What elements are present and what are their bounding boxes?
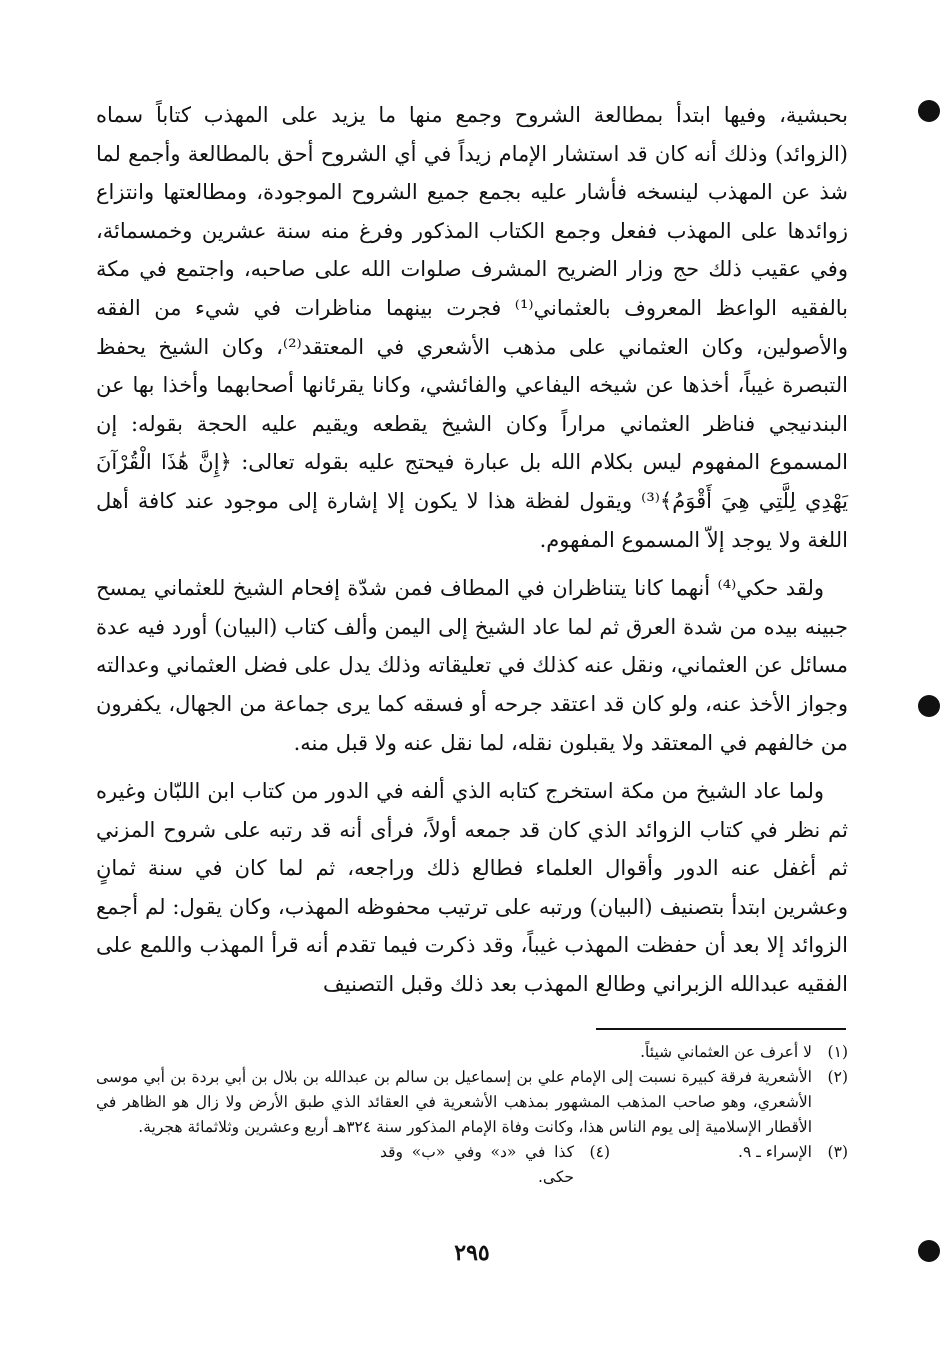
page-number: ٢٩٥ — [454, 1240, 490, 1266]
footnote-text: الأشعرية فرقة كبيرة نسبت إلى الإمام علي بن إسماعيل بن سالم بن عبدالله بن بلال بن أبي بردة بن أبي موسى الأشعري، وهو صاحب المذهب المشهور بمذهب الأشعرية في العقائد الذي طبق الأرض ولا زال هو الظاهر في الأقطار الإسلامية إلى يوم الناس هذا، وكانت وفاة الإمام المذكور سنة ٣٢٤هـ أربع وعشرين وثلاثمائة هجرية. — [96, 1068, 812, 1136]
main-text — [96, 96, 848, 1004]
footnote-number: (١) — [827, 1043, 848, 1061]
footnote-divider — [596, 1028, 846, 1030]
footnote-1 — [96, 1040, 848, 1065]
footnote-4 — [380, 1140, 610, 1190]
footnote-number: (٣) — [827, 1143, 848, 1161]
binder-hole-middle — [918, 695, 940, 717]
paragraph-1: بحبشية، وفيها ابتدأ بمطالعة الشروح وجمع منها ما يزيد على المهذب كتاباً سماه (الزوائد) وذلك أنه كان قد استشار الإمام زيداً في أي الشروح أحق بالمطالعة وأجمع لما شذ عن المهذب لينسخه فأشار عليه بجمع جميع الشروح الموجودة، ومطالعتها وانتزاع زوائدها على المهذب ففعل وجمع الكتاب المذكور وفرغ منه سنة عشرين وخمسمائة، وفي عقيب ذلك حج وزار الضريح المشرف صلوات الله على صاحبه، واجتمع في مكة بالفقيه الواعظ المعروف بالعثماني⁽¹⁾ فجرت بينهما مناظرات في شيء من الفقه والأصولين، وكان العثماني على مذهب الأشعري في المعتقد⁽²⁾، وكان الشيخ يحفظ التبصرة غيباً، أخذها عن شيخه اليفاعي والفائشي، وكانا يقرئانها أصحابهما وأخذا بها عن البندنيجي فناظر العثماني مراراً وكان الشيخ يقطعه ويقيم عليه الحجة بقوله: إن المسموع المفهوم ليس بكلام الله بل عبارة فيحتج عليه بقوله تعالى: ﴿إِنَّ هَٰذَا الْقُرْآنَ يَهْدِي لِلَّتِي هِيَ أَقْوَمُ﴾⁽³⁾ ويقول لفظة هذا لا يكون إلا إشارة إلى موجود عند كافة أهل اللغة ولا يوجد إلاّ المسموع المفهوم. — [96, 103, 849, 552]
binder-hole-top — [918, 100, 940, 122]
footnote-text: لا أعرف عن العثماني شيئاً. — [640, 1043, 812, 1061]
footnotes — [96, 1040, 848, 1190]
footnote-text: الإسراء ـ ٩. — [738, 1143, 812, 1161]
footnotes-3-4 — [96, 1140, 848, 1190]
footnote-3 — [618, 1140, 848, 1190]
footnote-number: (٤) — [589, 1143, 610, 1161]
footnote-number: (٢) — [827, 1068, 848, 1086]
paragraph-2: ولقد حكي⁽⁴⁾ أنهما كانا يتناظران في المطاف فمن شدّة إفحام الشيخ للعثماني يمسح جبينه بيده من شدة العرق ثم لما عاد الشيخ إلى اليمن وألف كتاب (البيان) أورد فيه عدة مسائل عن العثماني، ونقل عنه كذلك في تعليقاته وذلك يدل على فضل العثماني وعدالته وجواز الأخذ عنه، ولو كان قد اعتقد جرحه أو فسقه كما يرى جماعة من الجهال، يكفرون من خالفهم في المعتقد ولا يقبلون نقله، لما نقل عنه ولا قبل منه. — [96, 576, 848, 755]
paragraph-3: ولما عاد الشيخ من مكة استخرج كتابه الذي ألفه في الدور من كتاب ابن اللبّان وغيره ثم نظر في كتاب الزوائد الذي كان قد جمعه أولاً، فرأى أنه قد رتبه على شروح المزني ثم أغفل عنه الدور وأقوال العلماء فطالع ذلك وراجعه، ثم لما كان في سنة ثمانٍ وعشرين ابتدأ بتصنيف (البيان) ورتبه على ترتيب محفوظه المهذب، وكان يقول: لم أجمع الزوائد إلا بعد أن حفظت المهذب غيباً، وقد ذكرت فيما تقدم أنه قرأ المهذب واللمع على الفقيه عبدالله الزبراني وطالع المهذب بعد ذلك وقبل التصنيف — [96, 779, 848, 997]
footnote-2 — [96, 1065, 848, 1140]
footnote-text: كذا في «د» وفي «ب» وقد حكى. — [380, 1143, 574, 1186]
binder-hole-bottom — [918, 1240, 940, 1262]
